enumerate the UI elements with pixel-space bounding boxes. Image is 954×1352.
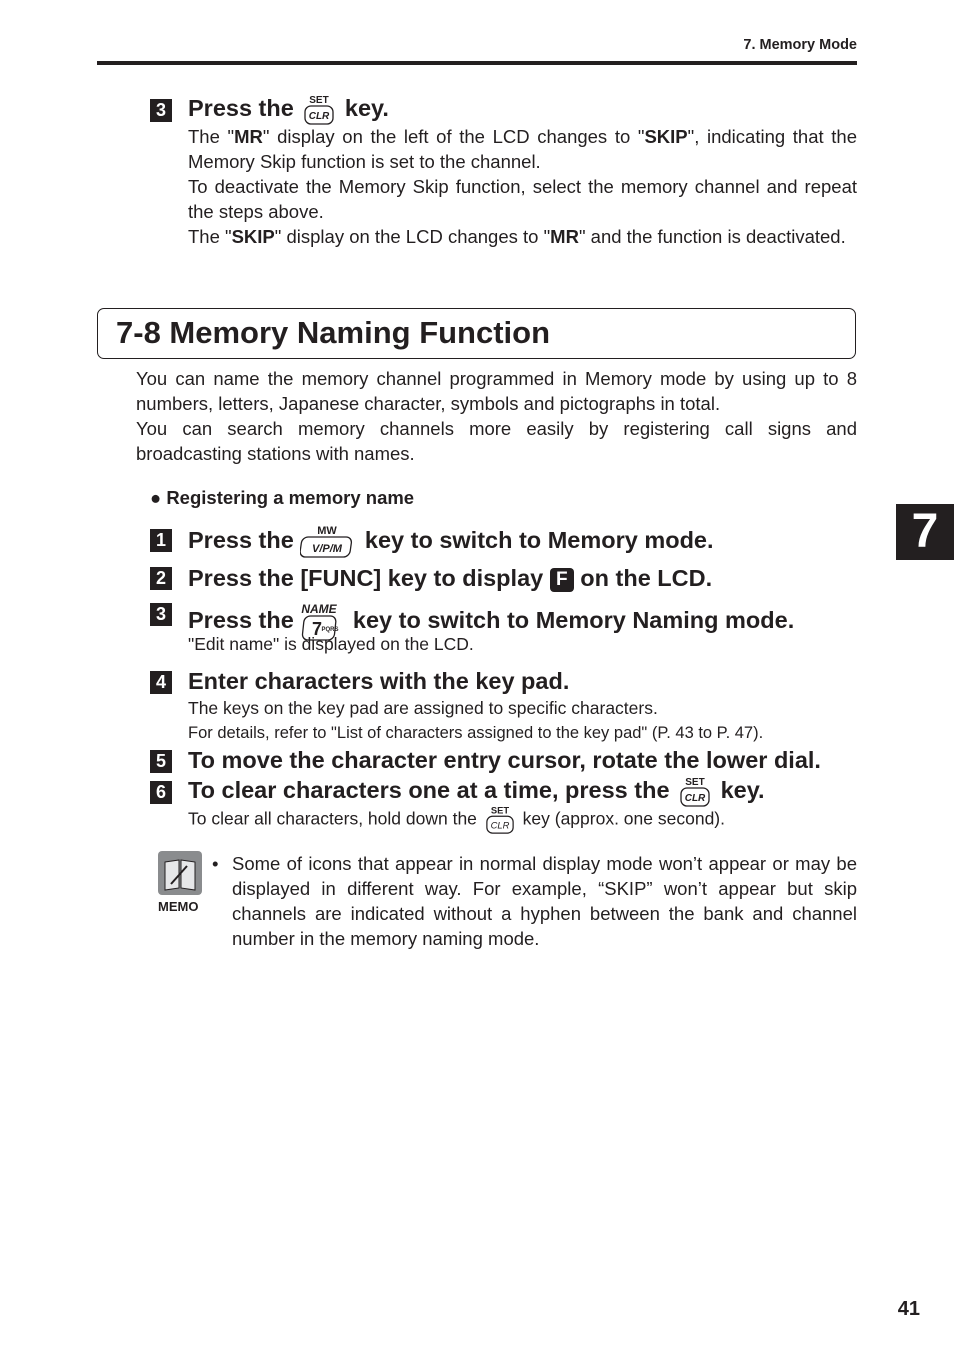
step-number: 4 (150, 671, 172, 694)
key-face-label: CLR (309, 111, 330, 122)
step-number: 2 (150, 567, 172, 590)
paragraph: To deactivate the Memory Skip function, select the memory channel and repeat the steps above. (188, 176, 857, 222)
func-f-indicator-icon: F (550, 568, 574, 592)
memo-bullet: • (212, 853, 219, 874)
step-title: Press the NAME 7 PQRS key to switch to Memory Naming mode. (188, 601, 794, 643)
set-clr-key-icon (676, 776, 714, 808)
step-number: 5 (150, 750, 172, 773)
paragraph: You can name the memory channel programmed in Memory mode by using up to 8 numbers, letters, Japanese character, symbols and pictographs in total. (136, 368, 857, 414)
step-title-text: Press the (188, 95, 294, 122)
step-title: Enter characters with the key pad. (188, 668, 570, 694)
step-number: 3 (150, 99, 172, 122)
step-note: "Edit name" is displayed on the LCD. (188, 634, 474, 654)
memo-label: MEMO (158, 899, 199, 914)
set-clr-key-icon (300, 94, 338, 126)
running-header: 7. Memory Mode (743, 37, 857, 53)
vpm-key-icon (300, 524, 358, 560)
paragraph: The "MR" display on the left of the LCD changes to "SKIP", indicating that the Memory Skip function is set to the channel. (188, 126, 857, 172)
chapter-tab: 7 (896, 504, 954, 560)
section-intro (136, 366, 857, 466)
subheading: ● Registering a memory name (150, 487, 415, 508)
header-rule (97, 61, 857, 65)
section-title: 7-8 Memory Naming Function (116, 315, 551, 350)
step-title: Press the [FUNC] key to display F on the LCD. (188, 565, 713, 591)
memo-book-icon (157, 850, 203, 901)
memo-text: Some of icons that appear in normal display mode won’t appear or may be displayed in different way. For example, “SKIP” won’t appear but skip channels are indicated without a hyphen between the bank and channel number in the memory naming mode. (232, 853, 857, 949)
paragraph: The "SKIP" display on the LCD changes to "MR" and the function is deactivated. (188, 226, 846, 247)
step-note: The keys on the key pad are assigned to specific characters. (188, 698, 658, 718)
svg-text:NAME: NAME (301, 602, 338, 616)
svg-text:SET: SET (685, 777, 705, 788)
step-number: 3 (150, 603, 172, 626)
step-note: To clear all characters, hold down the SET CLR key (approx. one second). (188, 805, 725, 835)
paragraph: You can search memory channels more easily by registering call signs and broadcasting stations with names. (136, 418, 857, 464)
step-number: 6 (150, 781, 172, 804)
svg-text:CLR: CLR (490, 820, 510, 831)
set-clr-key-icon (482, 805, 518, 835)
svg-text:MW: MW (317, 525, 338, 537)
svg-text:V/P/M: V/P/M (312, 543, 343, 555)
step-note-reference: For details, refer to "List of characters assigned to the key pad" (P. 43 to P. 47). (188, 724, 764, 742)
svg-text:7: 7 (312, 619, 323, 639)
svg-text:PQRS: PQRS (321, 627, 339, 633)
step-title: To clear characters one at a time, press the SET CLR key. (188, 776, 765, 808)
page-number: 41 (897, 1298, 920, 1320)
step-description (188, 124, 857, 249)
step-title: Press the MW V/P/M key to switch to Memory mode. (188, 524, 714, 560)
step-title-text-end: key. (344, 95, 389, 122)
step-title (188, 94, 389, 126)
svg-text:CLR: CLR (684, 793, 706, 804)
svg-text:SET: SET (490, 805, 509, 816)
step-number: 1 (150, 529, 172, 552)
step-title: To move the character entry cursor, rotate the lower dial. (188, 747, 821, 773)
key-top-label: SET (309, 95, 330, 106)
